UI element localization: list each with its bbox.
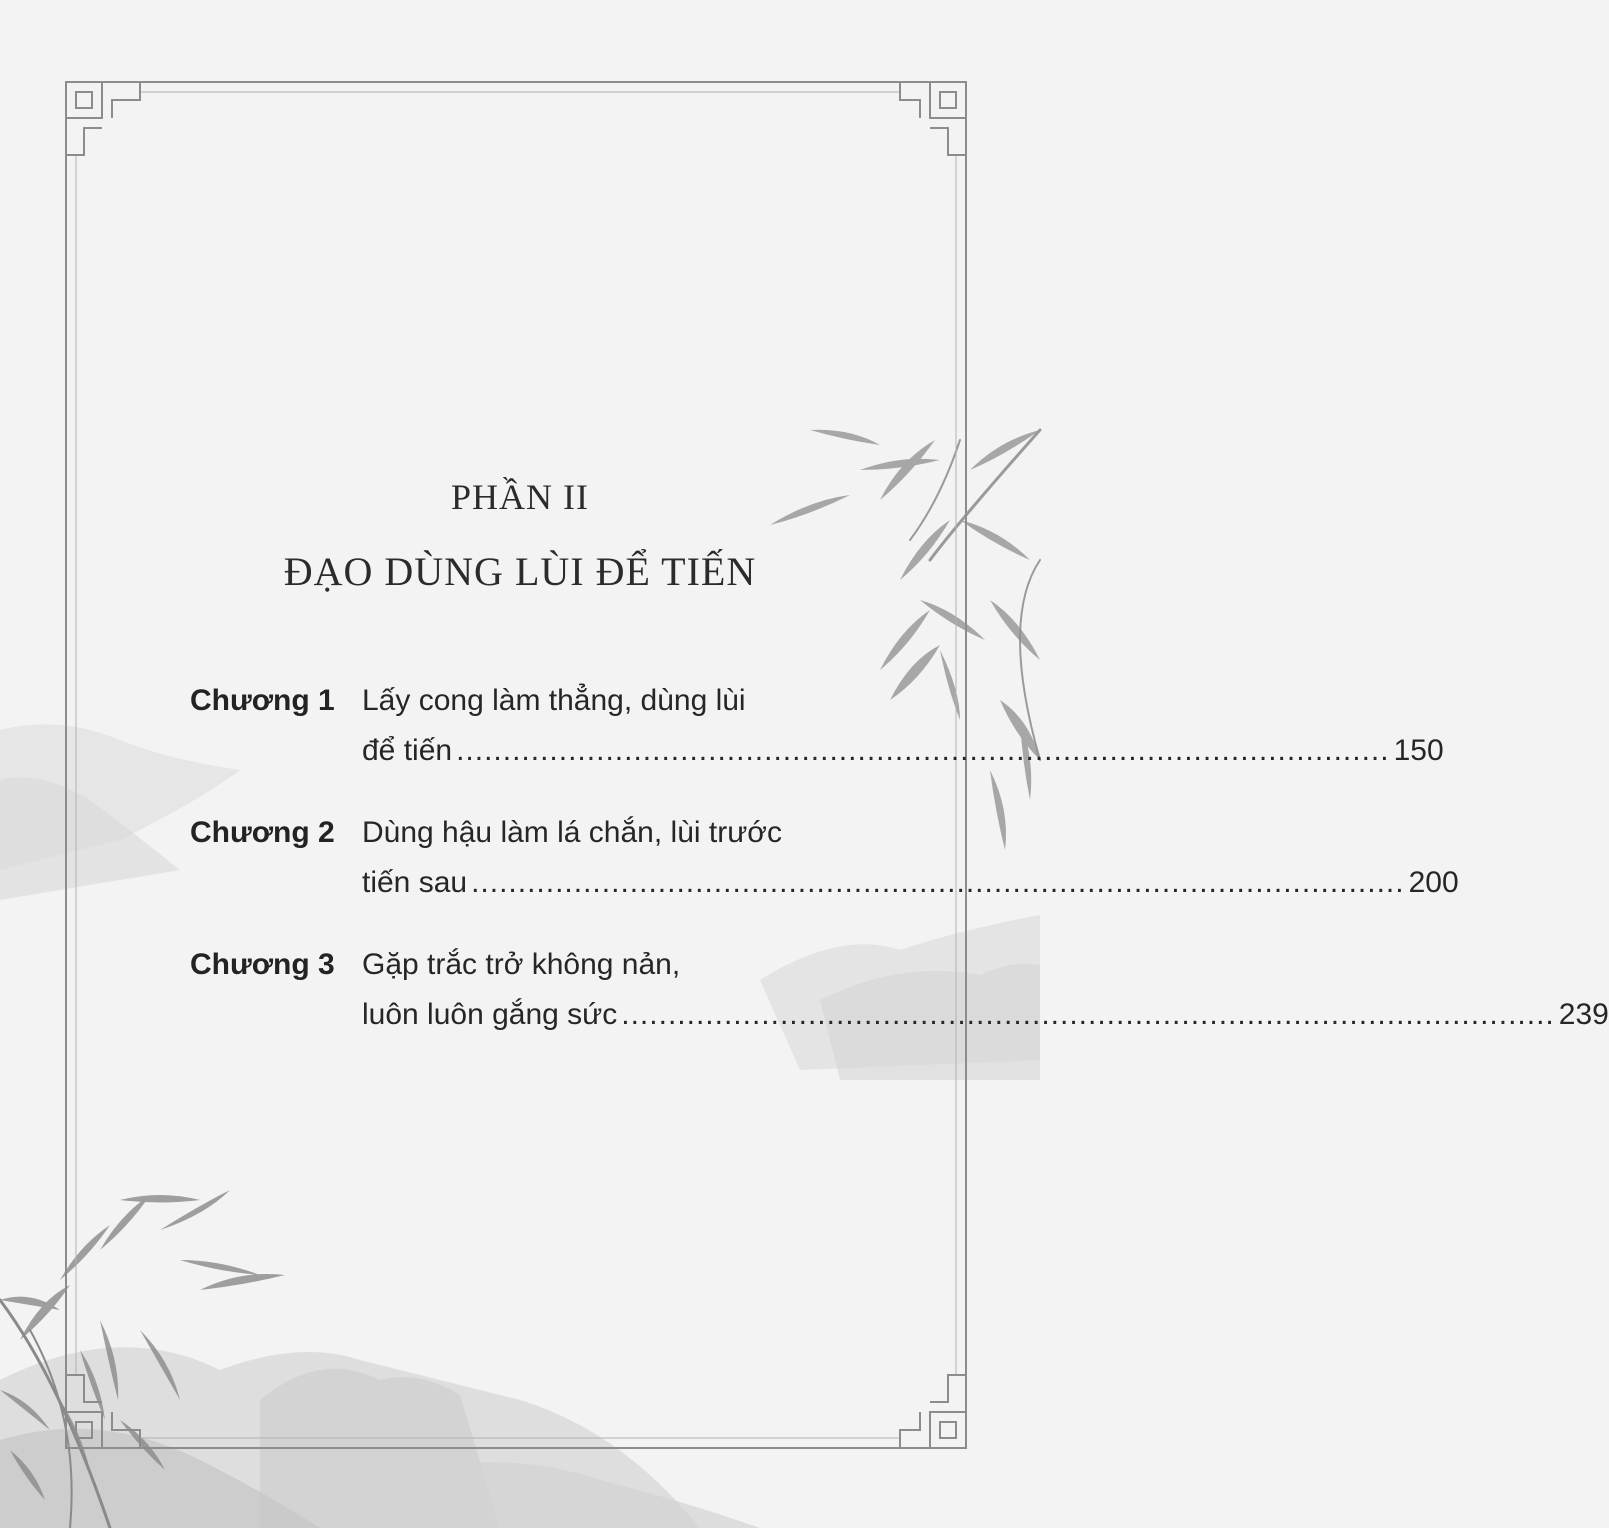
corner-ornament-top-right	[900, 82, 966, 155]
table-of-contents	[190, 676, 1609, 1072]
toc-entry-chapter-3[interactable]	[190, 940, 1609, 1072]
part-subtitle: ĐẠO DÙNG LÙI ĐỂ TIẾN	[283, 549, 757, 594]
chapter-title-line-2: tiến sau	[362, 866, 468, 899]
chapter-title-line-1: Lấy cong làm thẳng, dùng lùi	[362, 684, 746, 717]
corner-ornament-bottom-left	[66, 1375, 140, 1448]
page-number: 239	[1558, 998, 1609, 1031]
chapter-title-line-1: Dùng hậu làm lá chắn, lùi trước	[362, 816, 782, 849]
part-title: PHẦN II	[451, 477, 589, 517]
chapter-label: Chương 3	[190, 948, 335, 981]
chapter-title	[362, 808, 1459, 908]
chapter-title-line-2: để tiến	[362, 734, 453, 767]
page-number: 200	[1408, 866, 1459, 899]
chapter-title-line-1: Gặp trắc trở không nản,	[362, 948, 681, 981]
chapter-label: Chương 1	[190, 684, 335, 717]
toc-entry-chapter-2[interactable]	[190, 808, 1459, 940]
chapter-label: Chương 2	[190, 816, 335, 849]
dot-leader: ....................................................................................................	[471, 866, 1405, 899]
toc-entry-chapter-1[interactable]	[190, 676, 1444, 808]
chapter-title	[362, 676, 1444, 776]
dot-leader: ....................................................................................................	[456, 734, 1390, 767]
chapter-title-line-2: luôn luôn gắng sức	[362, 998, 618, 1031]
corner-ornament-top-left	[66, 82, 140, 155]
chapter-title	[362, 940, 1609, 1040]
page-number: 150	[1393, 734, 1444, 767]
corner-ornament-bottom-right	[900, 1375, 966, 1448]
dot-leader: ....................................................................................................	[621, 998, 1555, 1031]
